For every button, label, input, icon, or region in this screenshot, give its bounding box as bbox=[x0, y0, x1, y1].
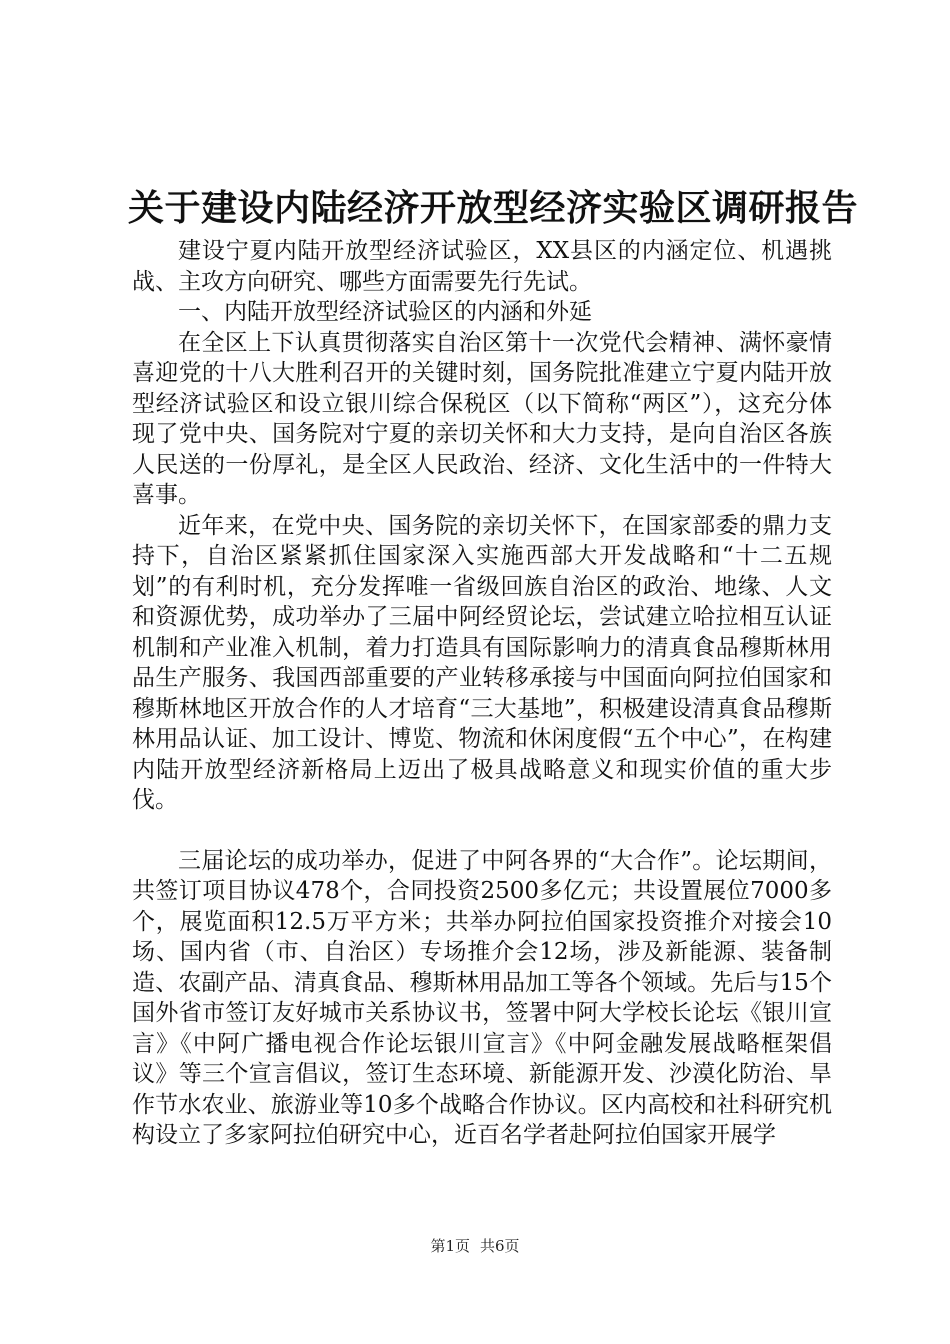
section-heading: 一、内陆开放型经济试验区的内涵和外延 bbox=[178, 299, 592, 325]
paragraph-intro: 建设宁夏内陆开放型经济试验区，XX县区的内涵定位、机遇挑战、主攻方向研究、哪些方面需要先行先试。 bbox=[132, 238, 832, 295]
paragraph-background: 在全区上下认真贯彻落实自治区第十一次党代会精神、满怀豪情喜迎党的十八大胜利召开的关键时刻，国务院批准建立宁夏内陆开放型经济试验区和设立银川综合保税区（以下简称“两区”），这充分体现了党中央、国务院对宁夏的亲切关怀和大力支持，是向自治区各族人民送的一份厚礼，是全区人民政治、经济、文化生活中的一件特大喜事。 bbox=[132, 329, 832, 508]
document-title: 关于建设内陆经济开放型经济实验区调研报告 bbox=[128, 187, 859, 229]
page-footer bbox=[0, 1236, 950, 1256]
document-body bbox=[132, 236, 832, 1151]
page-total: 共6页 bbox=[480, 1237, 520, 1255]
paragraph-forum-results: 三届论坛的成功举办，促进了中阿各界的“大合作”。论坛期间，共签订项目协议478个，合同投资2500多亿元；共设置展位7000多个，展览面积12.5万平方米；共举办阿拉伯国家投资推介对接会10场、国内省（市、自治区）专场推介会12场，涉及新能源、装备制造、农副产品、清真食品、穆斯林用品加工等各个领域。先后与15个国外省市签订友好城市关系协议书，签署中阿大学校长论坛《银川宣言》《中阿广播电视合作论坛银川宣言》《中阿金融发展战略框架倡议》等三个宣言倡议，签订生态环境、新能源开发、沙漠化防治、旱作节水农业、旅游业等10多个战略合作协议。区内高校和社科研究机构设立了多家阿拉伯研究中心，近百名学者赴阿拉伯国家开展学 bbox=[132, 847, 832, 1148]
paragraph-recent-years: 近年来，在党中央、国务院的亲切关怀下，在国家部委的鼎力支持下，自治区紧紧抓住国家深入实施西部大开发战略和“十二五规划”的有利时机，充分发挥唯一省级回族自治区的政治、地缘、人文和资源优势，成功举办了三届中阿经贸论坛，尝试建立哈拉相互认证机制和产业准入机制，着力打造具有国际影响力的清真食品穆斯林用品生产服务、我国西部重要的产业转移承接与中国面向阿拉伯国家和穆斯林地区开放合作的人才培育“三大基地”，积极建设清真食品穆斯林用品认证、加工设计、博览、物流和休闲度假“五个中心”，在构建内陆开放型经济新格局上迈出了极具战略意义和现实价值的重大步伐。 bbox=[132, 512, 832, 813]
page-number: 第1页 bbox=[430, 1237, 470, 1255]
